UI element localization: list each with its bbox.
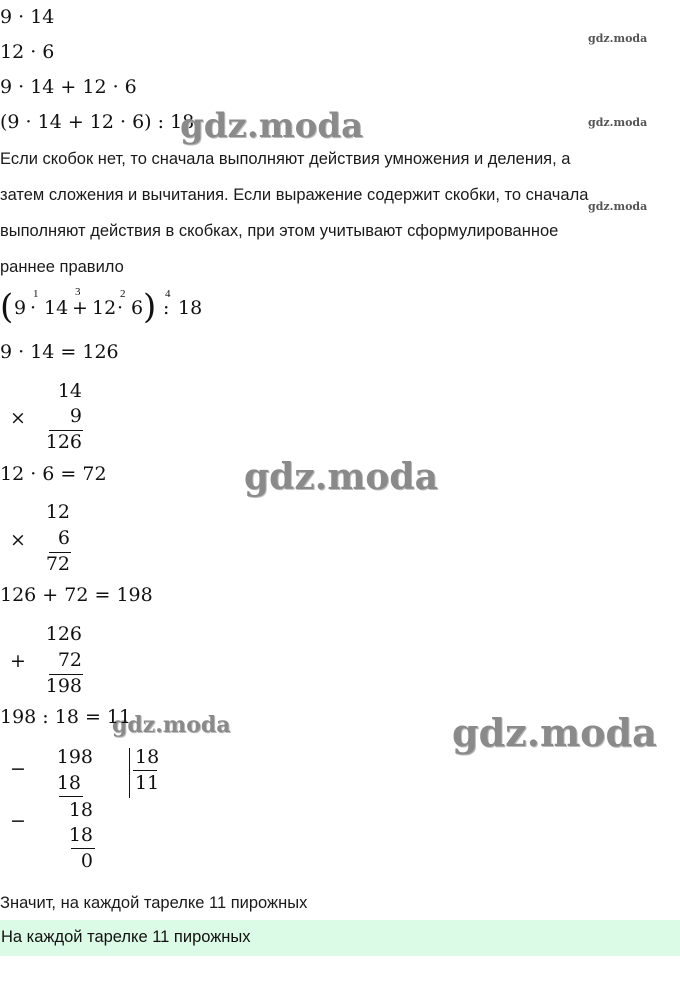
step4-line-2 — [71, 848, 95, 849]
step4-equation: 198 : 18 = 11 — [0, 706, 132, 728]
right-paren: ) — [143, 287, 157, 327]
rule-text-3: выполняют действия в скобках, при этом учитывают сформулированное — [0, 222, 559, 240]
order-e: 18 — [178, 297, 203, 319]
order-number-2: 2 — [120, 288, 126, 300]
step3-bottom: 72 — [57, 649, 82, 671]
watermark-big-3: gdz.moda — [112, 712, 231, 738]
step3-result: 198 — [45, 675, 82, 697]
step1-result: 126 — [45, 431, 82, 453]
expression-line-2: 12 · 6 — [0, 41, 55, 63]
step4-rem2: 0 — [80, 850, 93, 872]
answer-box — [0, 920, 680, 956]
expression-line-4: (9 · 14 + 12 · 6) : 18 — [0, 111, 195, 133]
order-a: 9 — [14, 297, 27, 319]
step4-line-1 — [59, 796, 83, 797]
order-op-3: · — [117, 297, 124, 319]
conclusion-text: Значит, на каждой тарелке 11 пирожных — [0, 894, 308, 912]
step2-bottom: 6 — [57, 527, 70, 549]
step3-top: 126 — [45, 623, 82, 645]
step4-rem1: 18 — [68, 799, 93, 821]
expression-line-1: 9 · 14 — [0, 6, 55, 28]
step2-result: 72 — [45, 553, 70, 575]
order-number-1: 1 — [33, 288, 39, 300]
step3-sign: + — [10, 650, 26, 672]
watermark-big-1: gdz.moda — [180, 106, 364, 146]
rule-text-1: Если скобок нет, то сначала выполняют действия умножения и деления, а — [0, 150, 571, 168]
order-d: 6 — [131, 297, 144, 319]
step1-equation: 9 · 14 = 126 — [0, 341, 119, 363]
step4-sub2: 18 — [68, 824, 93, 846]
watermark-small-2: gdz.moda — [588, 116, 648, 129]
step4-minus-2: − — [10, 810, 26, 832]
step4-sub1: 18 — [56, 772, 81, 794]
order-c: 12 — [92, 297, 117, 319]
step2-equation: 12 · 6 = 72 — [0, 463, 107, 485]
left-paren: ( — [0, 287, 14, 327]
rule-text-2: затем сложения и вычитания. Если выражение содержит скобки, то сначала — [0, 186, 589, 204]
watermark-small-3: gdz.moda — [588, 200, 648, 213]
step1-top: 14 — [57, 380, 82, 402]
order-number-3: 3 — [75, 286, 81, 298]
watermark-small-1: gdz.moda — [588, 32, 648, 45]
step2-sign: × — [10, 529, 26, 551]
step3-equation: 126 + 72 = 198 — [0, 584, 153, 606]
step4-dividend: 198 — [56, 746, 93, 768]
step2-top: 12 — [45, 501, 70, 523]
expression-line-3: 9 · 14 + 12 · 6 — [0, 76, 137, 98]
step1-bottom: 9 — [69, 405, 82, 427]
step4-divisor: 18 — [135, 746, 160, 768]
watermark-big-2: gdz.moda — [244, 456, 438, 498]
order-b: 14 — [44, 297, 69, 319]
order-number-4: 4 — [165, 288, 171, 300]
step4-quotient: 11 — [135, 772, 160, 794]
order-op-2: + — [72, 297, 88, 319]
order-op-1: · — [30, 297, 37, 319]
watermark-big-4: gdz.moda — [452, 710, 657, 755]
step4-divider-horizontal — [133, 770, 157, 771]
step4-divider-vertical — [129, 748, 130, 798]
step4-minus-1: − — [10, 758, 26, 780]
order-op-4: : — [163, 297, 170, 319]
step1-sign: × — [10, 407, 26, 429]
rule-text-4: раннее правило — [0, 258, 124, 276]
answer-text: На каждой тарелке 11 пирожных — [1, 928, 251, 946]
